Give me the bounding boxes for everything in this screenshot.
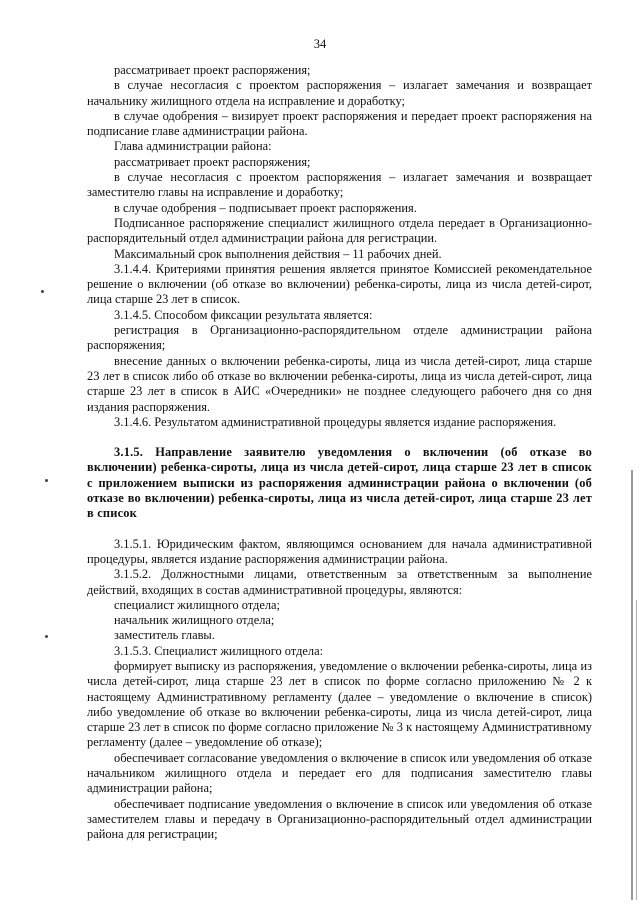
paragraph: в случае несогласия с проектом распоряжения – излагает замечания и возвращает заместителю главы на исправление и доработку; — [87, 170, 592, 200]
paragraph: заместитель главы. — [114, 628, 215, 643]
paragraph: в случае несогласия с проектом распоряжения – излагает замечания и возвращает начальнику жилищного отдела на исправление и доработку; — [87, 78, 592, 108]
paragraph: специалист жилищного отдела; — [114, 597, 280, 612]
page-number: 34 — [313, 37, 327, 51]
section-heading: 3.1.5. Направление заявителю уведомления о включении (об отказе во включении) ребенка-сироты, лица из числа детей-сирот, лица старше 23 лет в список с приложением выписки из распоряжения администрации района о включении (об отказе во включении) ребенка-сироты, лица из числа детей-сирот, лица старше 23 лет в список — [87, 445, 592, 521]
paragraph: 3.1.4.5. Способом фиксации результата является: — [114, 307, 373, 322]
paragraph: 3.1.5.1. Юридическим фактом, являющимся основанием для начала административной процедуры, является издание распоряжения администрации района. — [87, 536, 592, 566]
paragraph: 3.1.4.6. Результатом административной процедуры является издание распоряжения. — [114, 414, 557, 429]
paragraph: рассматривает проект распоряжения; — [114, 63, 311, 77]
paragraph: Максимальный срок выполнения действия – 11 рабочих дней. — [114, 246, 442, 261]
scan-edge-line — [631, 470, 633, 900]
paragraph: регистрация в Организационно-распорядительном отделе администрации района распоряжения; — [87, 323, 592, 353]
paragraph: в случае одобрения – подписывает проект распоряжения. — [114, 200, 417, 215]
paragraph: 3.1.4.4. Критериями принятия решения является принятое Комиссией рекомендательное решение о включении (об отказе во включении) ребенка-сироты, лица из числа детей-сирот, лица старше 23 лет в список. — [87, 261, 592, 307]
paragraph: формирует выписку из распоряжения, уведомление о включении ребенка-сироты, лица из числа детей-сирот, лица старше 23 лет в список по форме согласно приложению № 2 к настоящему Административному регламенту (далее – уведомление о включение в список) либо уведомление об отказе во включении ребенка-сироты, лица из числа детей-сирот, лица старше 23 лет в список по форме согласно приложение № 3 к настоящему Административному регламенту (далее – уведомление об отказе); — [87, 658, 592, 750]
paragraph: рассматривает проект распоряжения; — [114, 154, 311, 169]
paragraph: Подписанное распоряжение специалист жилищного отдела передает в Организационно-распорядительный отдел администрации района для регистрации. — [87, 215, 592, 246]
scan-edge-line — [636, 600, 637, 900]
paragraph: Глава администрации района: — [114, 139, 272, 154]
paragraph: 3.1.5.2. Должностными лицами, ответственным за ответственным за выполнение действий, входящих в состав административной процедуры, являются: — [87, 567, 592, 597]
scan-speck — [41, 290, 44, 293]
scan-speck — [45, 479, 48, 482]
paragraph: начальник жилищного отдела; — [114, 613, 275, 628]
paragraph: 3.1.5.3. Специалист жилищного отдела: — [114, 643, 324, 658]
paragraph: в случае одобрения – визирует проект распоряжения и передает проект распоряжения на подписание главе администрации района. — [87, 108, 592, 139]
paragraph: внесение данных о включении ребенка-сироты, лица из числа детей-сирот, лица старше 23 лет в список либо об отказе во включении ребенка-сироты, лица из числа детей-сирот, лица старше 23 лет в список в АИС «Очередники» не позднее следующего рабочего дня со дня издания распоряжения. — [87, 353, 592, 414]
paragraph: обеспечивает согласование уведомления о включение в список или уведомления об отказе начальником жилищного отдела и передает его для подписания заместителю главы администрации района; — [87, 750, 592, 796]
document-body — [87, 63, 592, 843]
scan-speck — [45, 635, 48, 638]
paragraph: обеспечивает подписание уведомления о включение в список или уведомления об отказе заместителем главы и передачу в Организационно-распорядительный отдел администрации района для регистрации; — [87, 796, 592, 842]
